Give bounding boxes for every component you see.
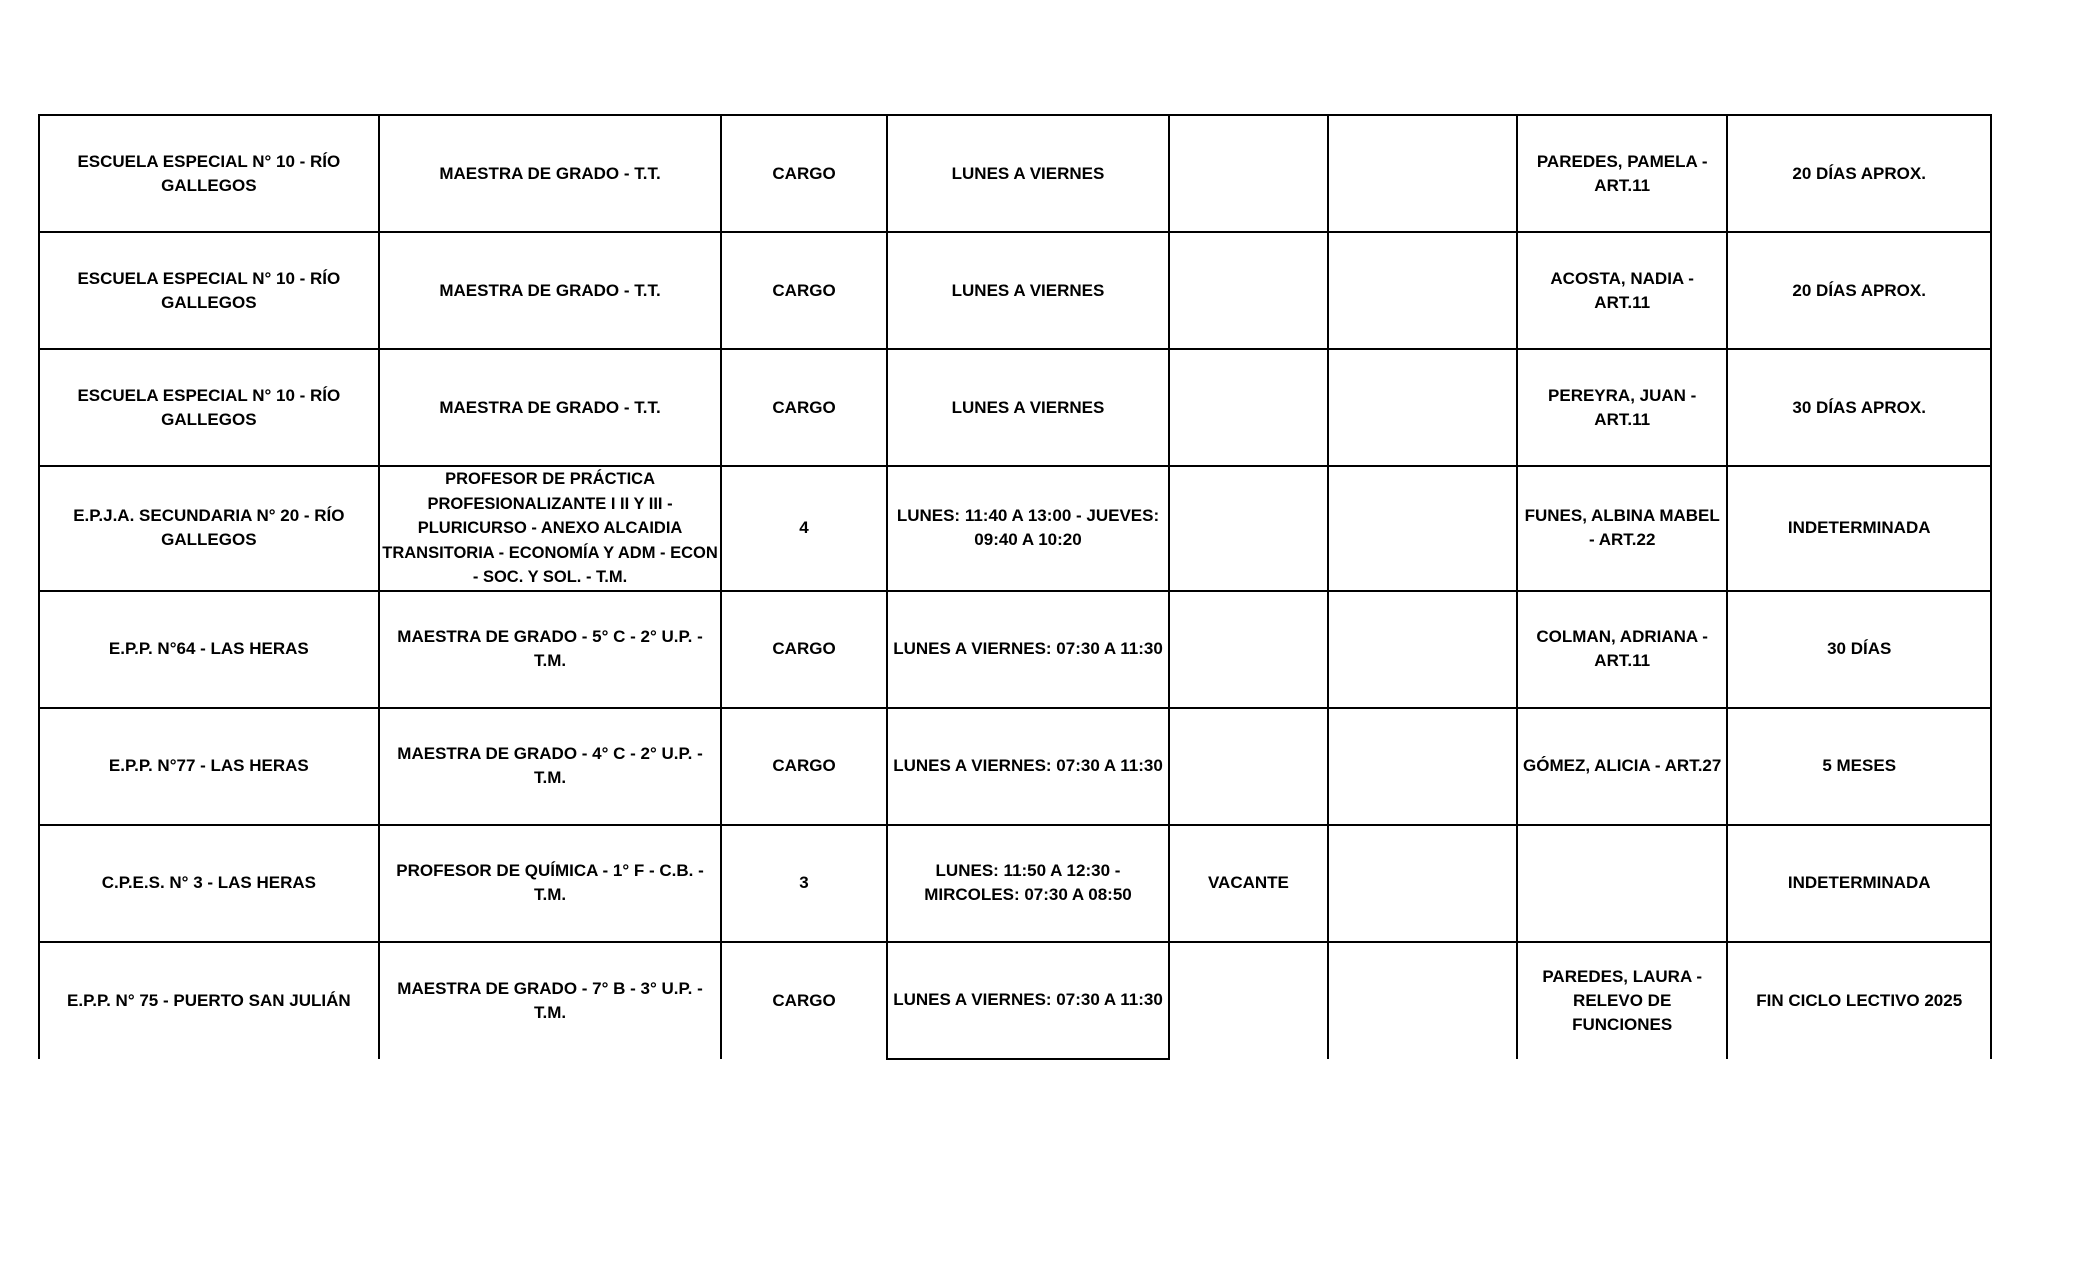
duracion-cell: INDETERMINADA (1727, 466, 1991, 591)
horario-cell: LUNES A VIERNES (887, 115, 1170, 232)
cargo-cell: MAESTRA DE GRADO - 5° C - 2° U.P. - T.M. (379, 591, 722, 708)
escuela-cell: E.P.P. N° 75 - PUERTO SAN JULIÁN (39, 942, 379, 1059)
extra-cell (1328, 825, 1517, 942)
extra-cell (1328, 466, 1517, 591)
horas-cell: CARGO (721, 708, 886, 825)
situacion-cell: VACANTE (1169, 825, 1327, 942)
table-row (39, 232, 1991, 349)
duracion-cell: 20 DÍAS APROX. (1727, 115, 1991, 232)
situacion-cell (1169, 466, 1327, 591)
horas-cell: CARGO (721, 349, 886, 466)
horas-cell: CARGO (721, 232, 886, 349)
escuela-cell: ESCUELA ESPECIAL N° 10 - RÍO GALLEGOS (39, 349, 379, 466)
escuela-cell: E.P.P. N°77 - LAS HERAS (39, 708, 379, 825)
table-row (39, 115, 1991, 232)
horas-cell: 3 (721, 825, 886, 942)
table-row (39, 708, 1991, 825)
escuela-cell: ESCUELA ESPECIAL N° 10 - RÍO GALLEGOS (39, 115, 379, 232)
extra-cell (1328, 708, 1517, 825)
escuela-cell: ESCUELA ESPECIAL N° 10 - RÍO GALLEGOS (39, 232, 379, 349)
horario-cell: LUNES A VIERNES: 07:30 A 11:30 (887, 591, 1170, 708)
docente-cell: PAREDES, LAURA - RELEVO DE FUNCIONES (1517, 942, 1727, 1059)
situacion-cell (1169, 942, 1327, 1059)
extra-cell (1328, 115, 1517, 232)
situacion-cell (1169, 115, 1327, 232)
horas-cell: CARGO (721, 942, 886, 1059)
horas-cell: CARGO (721, 115, 886, 232)
cargo-cell: MAESTRA DE GRADO - T.T. (379, 232, 722, 349)
duracion-cell: 30 DÍAS (1727, 591, 1991, 708)
cargo-cell: MAESTRA DE GRADO - T.T. (379, 115, 722, 232)
duracion-cell: 5 MESES (1727, 708, 1991, 825)
docente-cell: COLMAN, ADRIANA - ART.11 (1517, 591, 1727, 708)
table-row (39, 591, 1991, 708)
docente-cell: FUNES, ALBINA MABEL - ART.22 (1517, 466, 1727, 591)
situacion-cell (1169, 708, 1327, 825)
escuela-cell: E.P.P. N°64 - LAS HERAS (39, 591, 379, 708)
situacion-cell (1169, 232, 1327, 349)
table-row (39, 349, 1991, 466)
duracion-cell: FIN CICLO LECTIVO 2025 (1727, 942, 1991, 1059)
horas-cell: CARGO (721, 591, 886, 708)
docente-cell (1517, 825, 1727, 942)
extra-cell (1328, 349, 1517, 466)
duracion-cell: 20 DÍAS APROX. (1727, 232, 1991, 349)
cargo-cell: PROFESOR DE QUÍMICA - 1° F - C.B. - T.M. (379, 825, 722, 942)
cargo-cell: MAESTRA DE GRADO - 4° C - 2° U.P. - T.M. (379, 708, 722, 825)
extra-cell (1328, 591, 1517, 708)
horario-cell: LUNES A VIERNES (887, 232, 1170, 349)
table-row (39, 466, 1991, 591)
vacancy-table (38, 114, 1992, 1060)
situacion-cell (1169, 591, 1327, 708)
table-row (39, 825, 1991, 942)
situacion-cell (1169, 349, 1327, 466)
duracion-cell: 30 DÍAS APROX. (1727, 349, 1991, 466)
horario-cell: LUNES: 11:40 A 13:00 - JUEVES: 09:40 A 10:20 (887, 466, 1170, 591)
docente-cell: GÓMEZ, ALICIA - ART.27 (1517, 708, 1727, 825)
docente-cell: PAREDES, PAMELA - ART.11 (1517, 115, 1727, 232)
extra-cell (1328, 232, 1517, 349)
duracion-cell: INDETERMINADA (1727, 825, 1991, 942)
escuela-cell: C.P.E.S. N° 3 - LAS HERAS (39, 825, 379, 942)
horario-cell: LUNES A VIERNES (887, 349, 1170, 466)
vacancy-sheet (38, 114, 1992, 1060)
extra-cell (1328, 942, 1517, 1059)
horario-cell: LUNES A VIERNES: 07:30 A 11:30 (887, 942, 1170, 1059)
horario-cell: LUNES A VIERNES: 07:30 A 11:30 (887, 708, 1170, 825)
docente-cell: ACOSTA, NADIA - ART.11 (1517, 232, 1727, 349)
docente-cell: PEREYRA, JUAN - ART.11 (1517, 349, 1727, 466)
cargo-cell: MAESTRA DE GRADO - T.T. (379, 349, 722, 466)
table-row (39, 942, 1991, 1059)
horario-cell: LUNES: 11:50 A 12:30 - MIRCOLES: 07:30 A 08:50 (887, 825, 1170, 942)
escuela-cell: E.P.J.A. SECUNDARIA N° 20 - RÍO GALLEGOS (39, 466, 379, 591)
cargo-cell: MAESTRA DE GRADO - 7° B - 3° U.P. - T.M. (379, 942, 722, 1059)
horas-cell: 4 (721, 466, 886, 591)
cargo-cell: PROFESOR DE PRÁCTICA PROFESIONALIZANTE I II Y III - PLURICURSO - ANEXO ALCAIDIA TRANSITORIA - ECONOMÍA Y ADM - ECON - SOC. Y SOL. - T.M. (379, 466, 722, 591)
